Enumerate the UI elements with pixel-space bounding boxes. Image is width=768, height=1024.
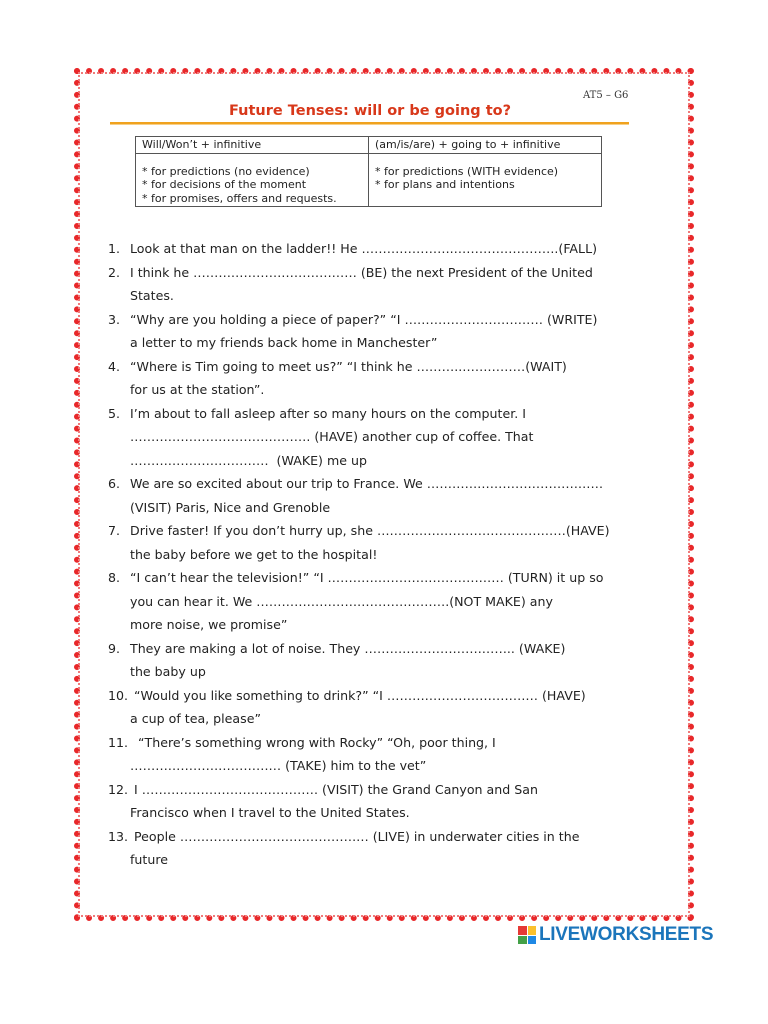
exercise-number: 12. [108, 781, 129, 797]
rules-col2-item: * for plans and intentions [375, 178, 515, 191]
rules-col1-item: * for decisions of the moment [142, 178, 307, 191]
rules-col1-header: Will/Won’t + infinitive [136, 137, 369, 154]
exercise-line: (VISIT) Paris, Nice and Grenoble [130, 499, 331, 515]
exercise-item [108, 472, 648, 519]
exercise-line: “Would you like something to drink?” “I ……………………………… (HAVE) [130, 687, 586, 703]
exercise-item [108, 402, 648, 473]
exercise-number: 13. [108, 828, 129, 844]
exercise-number: 4. [108, 358, 121, 374]
exercise-line: ……………………………………. (HAVE) another cup of coffee. That [130, 429, 534, 444]
rules-col1-item: * for predictions (no evidence) [142, 164, 310, 178]
rules-col2-body [369, 153, 602, 207]
exercise-line: a cup of tea, please” [130, 711, 261, 726]
exercise-line: ……………………………… (TAKE) him to the vet” [130, 758, 427, 773]
exercise-line: you can hear it. We ……………………………………….(NOT MAKE) any [130, 593, 553, 609]
rules-col2-item: * for predictions (WITH evidence) [375, 164, 559, 178]
rules-table-header-row [136, 137, 602, 154]
exercise-line: the baby before we get to the hospital! [130, 546, 378, 562]
liveworksheets-logo [518, 924, 713, 946]
exercise-line: “I can’t hear the television!” “I …………………………………… (TURN) it up so [130, 570, 604, 585]
exercise-number: 8. [108, 570, 121, 585]
page-title: Future Tenses: will or be going to? [229, 103, 511, 119]
exercise-item [108, 684, 648, 731]
exercise-item [108, 778, 648, 825]
exercise-line: for us at the station”. [130, 382, 265, 397]
exercise-item [108, 237, 648, 261]
exercise-item [108, 308, 648, 355]
exercise-number: 1. [108, 241, 121, 256]
exercise-item [108, 261, 648, 308]
exercise-number: 7. [108, 523, 121, 538]
rules-col2-header: (am/is/are) + going to + infinitive [369, 137, 602, 154]
exercise-number: 10. [108, 687, 129, 703]
exercise-number: 2. [108, 264, 121, 280]
exercise-line: I think he ………………………………… (BE) the next President of the United [130, 264, 593, 280]
exercise-line: They are making a lot of noise. They ……………………….…….. (WAKE) [130, 640, 566, 656]
exercise-line: I …………………………………… (VISIT) the Grand Canyon and San [130, 781, 538, 797]
exercise-line: a letter to my friends back home in Manchester” [130, 335, 438, 350]
exercise-line: Drive faster! If you don’t hurry up, she ………………………………………(HAVE) [130, 523, 610, 538]
title-divider-shadow [110, 124, 629, 125]
exercise-number: 9. [108, 640, 121, 656]
exercise-line: I’m about to fall asleep after so many hours on the computer. I [130, 405, 526, 421]
exercise-line: Look at that man on the ladder!! He ………………….…………………….(FALL) [130, 241, 597, 256]
exercise-line: Francisco when I travel to the United States. [130, 805, 410, 820]
exercise-line: future [130, 852, 168, 867]
exercise-line: …………………………… (WAKE) me up [130, 452, 367, 468]
exercise-line: “Why are you holding a piece of paper?” “I …………………………… (WRITE) [130, 311, 598, 327]
worksheet-code: AT5 – G6 [583, 90, 629, 101]
exercise-list [108, 237, 648, 872]
exercise-item [108, 731, 648, 778]
exercise-item [108, 637, 648, 684]
rules-table-body-row [136, 153, 602, 207]
exercise-item [108, 566, 648, 637]
exercise-line: States. [130, 288, 174, 303]
exercise-line: “Where is Tim going to meet us?” “I think he ………..……………(WAIT) [130, 358, 567, 374]
exercise-line: People ……………………………………… (LIVE) in underwater cities in the [130, 828, 580, 844]
rules-table [135, 136, 602, 207]
exercise-line: the baby up [130, 664, 206, 679]
exercise-item [108, 825, 648, 872]
exercise-item [108, 355, 648, 402]
rules-col1-item: * for promises, offers and requests. [142, 191, 337, 205]
exercise-number: 6. [108, 476, 121, 491]
exercise-line: “There’s something wrong with Rocky” “Oh, poor thing, I [130, 734, 496, 750]
logo-icon [518, 926, 536, 944]
exercise-number: 5. [108, 405, 121, 421]
rules-col1-body [136, 153, 369, 207]
logo-text: LIVEWORKSHEETS [539, 924, 714, 945]
exercise-number: 11. [108, 734, 129, 750]
exercise-line: We are so excited about our trip to France. We …………………………………… [130, 476, 604, 491]
exercise-number: 3. [108, 311, 121, 327]
exercise-line: more noise, we promise” [130, 617, 288, 632]
exercise-item [108, 519, 648, 566]
